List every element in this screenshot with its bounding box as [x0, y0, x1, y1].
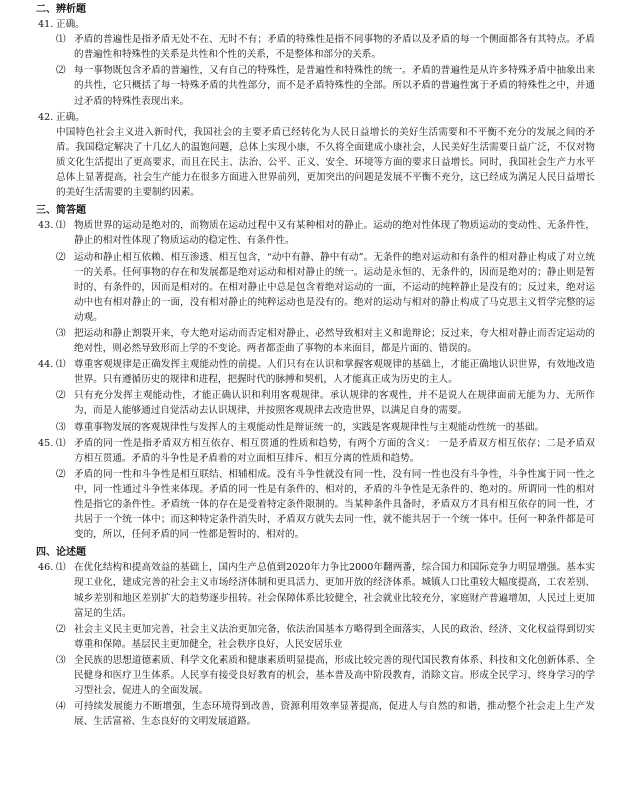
question: [38, 560, 595, 729]
answer-point: [56, 420, 595, 435]
answer-point-text: 把运动和静止割裂开来，夸大绝对运动而否定相对静止，必然导致相对主义和诡辩论；反过来，夸大相对静止而否定运动的绝对性，则必然导致形而上学的不变论。两者都歪曲了事物的本来面目，都是片面的、错误的。: [74, 327, 595, 355]
question: [38, 218, 595, 356]
answer-point-text: 只有充分发挥主观能动性，才能正确认识和利用客观规律。承认规律的客观性，并不是说人在规律面前无能为力、无所作为，而是人能够通过自觉活动去认识规律，并按照客观规律去改造世界，以满足自身的需要。: [74, 390, 595, 417]
section: [38, 545, 595, 729]
answer-point: [56, 250, 595, 325]
answer-point-number: ⑵: [56, 623, 66, 635]
answer-point: [56, 326, 595, 356]
answer-point: [56, 357, 595, 387]
answer-point-number: ⑴: [56, 220, 66, 232]
answer-point: [56, 436, 595, 466]
section-title: 三、简答题: [36, 205, 86, 217]
section: [38, 2, 595, 200]
answer-point: [56, 699, 595, 729]
answer-point-text: 全民族的思想道德素质、科学文化素质和健康素质明显提高，形成比较完善的现代国民教育体系、科技和文化创新体系、全民健身和医疗卫生体系。人民享有接受良好教育的机会，基本普及高中阶段教育，消除文盲。形成全民学习、终身学习的学习型社会，促进人的全面发展。: [74, 654, 595, 697]
question: [38, 436, 595, 543]
answer-point-number: ⑵: [56, 468, 66, 480]
answer-point-number: ⑴: [56, 562, 66, 574]
answer-point-text: 物质世界的运动是绝对的，而物质在运动过程中又有某种相对的静止。运动的绝对性体现了物质运动的变动性、无条件性，静止的相对性体现了物质运动的稳定性、有条件性。: [74, 220, 595, 247]
question-number: 41.: [38, 19, 54, 31]
question-number: 45.: [38, 437, 54, 449]
answer-point-text: 每一事物既包含矛盾的普遍性，又有自己的特殊性，是普遍性和特殊性的统一。矛盾的普遍性是从许多特殊矛盾中抽象出来的共性，它只概括了每一特殊矛盾的共性部分，而不是矛盾特殊性的全部。所以矛盾的普遍性寓于矛盾的特殊性之中，并通过矛盾的特殊性表现出来。: [74, 65, 595, 107]
section-gap: [38, 730, 595, 732]
answer-point-number: ⑵: [56, 251, 66, 263]
answer-point-number: ⑴: [56, 34, 66, 46]
question-number: 42.: [38, 111, 54, 123]
answer-point: [56, 622, 595, 652]
question: [38, 357, 595, 434]
answer-point-number: ⑶: [56, 421, 66, 433]
answer-point: [56, 467, 595, 542]
answer-point: [56, 63, 595, 108]
question-verdict: 正确。: [56, 19, 85, 31]
answer-point-number: ⑵: [56, 65, 66, 77]
question-number: 43.: [38, 220, 54, 232]
question-verdict: 正确。: [56, 111, 85, 123]
answer-point-text: 尊重事物发展的客观规律性与发挥人的主观能动性是辩证统一的，实践是客观规律性与主观能动性统一的基础。: [74, 421, 545, 433]
question: [38, 110, 595, 201]
answer-point-text: 社会主义民主更加完善，社会主义法治更加完备，依法治国基本方略得到全面落实，人民的政治、经济、文化权益得到切实尊重和保障。基层民主更加健全，社会秩序良好，人民安居乐业: [74, 623, 595, 650]
answer-point-number: ⑵: [56, 390, 66, 402]
answer-point: [56, 32, 595, 62]
question-number: 44.: [38, 359, 54, 371]
answer-point-number: ⑴: [56, 437, 66, 449]
answer-point-text: 运动和静止相互依赖、相互渗透、相互包含，“动中有静、静中有动”。无条件的绝对运动和有条件的相对静止构成了对立统一的关系。任何事物的存在和发展都是绝对运动和相对静止的统一。运动是永恒的、无条件的，因而是绝对的；静止则是暂时的、有条件的，因而是相对的。在相对静止中总是包含着绝对运动的一面，不运动的纯粹静止是没有的；反过来，绝对运动中也有相对静止的一面，没有相对静止的纯粹运动也是没有的。绝对的运动与相对的静止构成了马克思主义哲学完整的运动观。: [74, 251, 595, 323]
answer-point: [56, 218, 595, 248]
answer-point: [56, 653, 595, 698]
section-title: 四、论述题: [36, 547, 86, 559]
answer-point-number: ⑶: [56, 654, 66, 666]
answer-point-number: ⑷: [56, 701, 66, 713]
answer-point-number: ⑴: [56, 359, 66, 371]
answer-point: [56, 560, 595, 620]
question-number: 46.: [38, 562, 54, 574]
answer-point-text: 矛盾的同一性是指矛盾双方相互依存、相互贯通的性质和趋势，有两个方面的含义： 一是矛盾双方相互依存；二是矛盾双方相互贯通。矛盾的斗争性是矛盾着的对立面相互排斥、相互分离的性质和趋势。: [74, 437, 595, 464]
section: [38, 203, 595, 542]
section-title: 二、辨析题: [36, 4, 86, 15]
answer-point-text: 矛盾的普遍性是指矛盾无处不在、无时不有；矛盾的特殊性是指不同事物的矛盾以及矛盾的每一个侧面都各有其特点。矛盾的普遍性和特殊性的关系是共性和个性的关系，不是整体和部分的关系。: [74, 34, 595, 61]
answer-point-text: 尊重客观规律是正确发挥主观能动性的前提。人们只有在认识和掌握客观规律的基础上，才能正确地认识世界，有效地改造世界。只有遵循历史的规律和进程，把握时代的脉搏和契机，人才能真正成为历史的主人。: [74, 359, 595, 386]
answer-point: [56, 388, 595, 418]
answer-point-text: 矛盾的同一性和斗争性是相互联结、相辅相成。没有斗争性就没有同一性，没有同一性也没有斗争性，斗争性寓于同一性之中，同一性通过斗争性来体现。矛盾的同一性是有条件的、相对的，矛盾的斗争性是无条件的、绝对的。所谓同一性的相对性是指它的条件性。矛盾统一体的存在是受着特定条件限制的。当某种条件具备时，矛盾双方才具有相互依存的同一性，才共居于一个统一体中；而这种特定条件消失时，矛盾双方就失去同一性，就不能共居于一个统一体中。任何一种条件都是可变的，所以，任何矛盾的同一性都是暂时的、相对的。: [74, 468, 595, 541]
answer-point-number: ⑶: [56, 327, 66, 339]
answer-point-text: 在优化结构和提高效益的基础上，国内生产总值到2020年力争比2000年翻两番，综合国力和国际竞争力明显增强。基本实现工业化，建成完善的社会主义市场经济体制和更具活力、更加开放的经济体系。城镇人口比重较大幅度提高，工农差别、城乡差别和地区差别扩大的趋势逐步扭转。社会保障体系比较健全，社会就业比较充分，家庭财产普遍增加，人民过上更加富足的生活。: [74, 562, 595, 619]
answer-paragraph: 中国特色社会主义进入新时代，我国社会的主要矛盾已经转化为人民日益增长的美好生活需要和不平衡不充分的发展之间的矛盾。我国稳定解决了十几亿人的温饱问题，总体上实现小康，不久将全面建成小康社会，人民美好生活需要日益广泛，不仅对物质文化生活提出了更高要求，而且在民主、法治、公平、正义、安全、环境等方面的要求日益增长。同时，我国社会生产力水平总体上显著提高，社会生产能力在很多方面进入世界前列，更加突出的问题是发展不平衡不充分，这已经成为满足人民日益增长的美好生活需要的主要制约因素。: [56, 126, 595, 199]
answer-point-text: 可持续发展能力不断增强，生态环境得到改善，资源利用效率显著提高，促进人与自然的和谐，推动整个社会走上生产发展、生活富裕、生态良好的文明发展道路。: [74, 701, 595, 728]
question: [38, 17, 595, 109]
